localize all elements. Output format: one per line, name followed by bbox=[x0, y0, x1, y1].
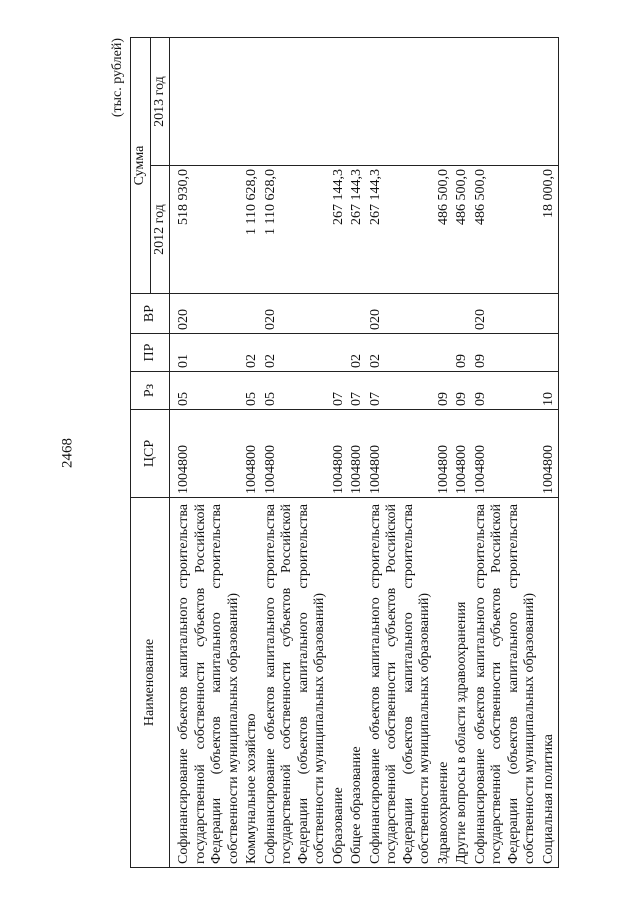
row-csr: 1004800 bbox=[540, 410, 559, 498]
header-csr: ЦСР bbox=[131, 410, 170, 498]
row-name: Общее образование bbox=[348, 498, 367, 868]
row-pr: 09 bbox=[453, 334, 472, 372]
table-header bbox=[131, 38, 170, 868]
row-name: Софинансирование объектов капитального строительства государственной собственности субъектов Российской Федерации (объектов капитального строительства собственности муниципальных образований) bbox=[170, 498, 244, 868]
row-rz: 05 bbox=[170, 372, 244, 410]
page-number: 2468 bbox=[59, 438, 76, 468]
row-csr: 1004800 bbox=[472, 410, 540, 498]
rotated-page bbox=[110, 38, 630, 868]
header-year-2012: 2012 год bbox=[150, 166, 170, 294]
row-csr: 1004800 bbox=[348, 410, 367, 498]
row-name: Образование bbox=[330, 498, 349, 868]
header-pr: ПР bbox=[131, 334, 170, 372]
row-rz: 09 bbox=[435, 372, 454, 410]
header-name: Наименование bbox=[131, 498, 170, 868]
row-vr bbox=[435, 294, 454, 334]
row-amount-2013 bbox=[367, 38, 435, 166]
row-name: Здравоохранение bbox=[435, 498, 454, 868]
row-vr bbox=[348, 294, 367, 334]
row-amount-2012: 486 500,0 bbox=[453, 166, 472, 294]
row-csr: 1004800 bbox=[243, 410, 262, 498]
header-sum: Сумма bbox=[131, 38, 151, 294]
row-vr: 020 bbox=[262, 294, 330, 334]
row-amount-2012: 486 500,0 bbox=[435, 166, 454, 294]
table-row bbox=[330, 38, 349, 868]
row-amount-2012: 267 144,3 bbox=[367, 166, 435, 294]
row-name: Софинансирование объектов капитального строительства государственной собственности субъектов Российской Федерации (объектов капитального строительства собственности муниципальных образований) bbox=[367, 498, 435, 868]
row-amount-2013 bbox=[540, 38, 559, 166]
table-row bbox=[435, 38, 454, 868]
row-amount-2013 bbox=[472, 38, 540, 166]
row-name: Другие вопросы в области здравоохранения bbox=[453, 498, 472, 868]
row-amount-2012: 18 000,0 bbox=[540, 166, 559, 294]
row-amount-2013 bbox=[453, 38, 472, 166]
table-row bbox=[540, 38, 559, 868]
row-csr: 1004800 bbox=[262, 410, 330, 498]
row-vr bbox=[330, 294, 349, 334]
row-vr bbox=[243, 294, 262, 334]
row-vr: 020 bbox=[367, 294, 435, 334]
table-row bbox=[170, 38, 244, 868]
table-body bbox=[170, 38, 559, 868]
row-rz: 05 bbox=[262, 372, 330, 410]
row-rz: 09 bbox=[453, 372, 472, 410]
row-amount-2013 bbox=[435, 38, 454, 166]
row-amount-2012: 267 144,3 bbox=[348, 166, 367, 294]
row-amount-2013 bbox=[243, 38, 262, 166]
table-row bbox=[262, 38, 330, 868]
table-row bbox=[243, 38, 262, 868]
row-csr: 1004800 bbox=[367, 410, 435, 498]
row-name: Коммунальное хозяйство bbox=[243, 498, 262, 868]
row-rz: 07 bbox=[348, 372, 367, 410]
table-row bbox=[348, 38, 367, 868]
row-vr: 020 bbox=[170, 294, 244, 334]
row-rz: 07 bbox=[330, 372, 349, 410]
row-csr: 1004800 bbox=[453, 410, 472, 498]
row-amount-2013 bbox=[348, 38, 367, 166]
row-name: Социальная политика bbox=[540, 498, 559, 868]
row-name: Софинансирование объектов капитального строительства государственной собственности субъектов Российской Федерации (объектов капитального строительства собственности муниципальных образований) bbox=[262, 498, 330, 868]
row-csr: 1004800 bbox=[330, 410, 349, 498]
row-amount-2013 bbox=[262, 38, 330, 166]
row-amount-2013 bbox=[330, 38, 349, 166]
row-csr: 1004800 bbox=[435, 410, 454, 498]
row-amount-2012: 518 930,0 bbox=[170, 166, 244, 294]
row-rz: 09 bbox=[472, 372, 540, 410]
table-row bbox=[472, 38, 540, 868]
row-csr: 1004800 bbox=[170, 410, 244, 498]
row-amount-2012: 267 144,3 bbox=[330, 166, 349, 294]
row-pr: 02 bbox=[348, 334, 367, 372]
row-rz: 07 bbox=[367, 372, 435, 410]
row-pr: 02 bbox=[243, 334, 262, 372]
row-pr bbox=[540, 334, 559, 372]
table-row bbox=[367, 38, 435, 868]
row-pr: 01 bbox=[170, 334, 244, 372]
row-rz: 10 bbox=[540, 372, 559, 410]
row-pr bbox=[435, 334, 454, 372]
budget-table bbox=[130, 37, 559, 868]
row-vr bbox=[453, 294, 472, 334]
header-vr: ВР bbox=[131, 294, 170, 334]
row-amount-2012: 1 110 628,0 bbox=[243, 166, 262, 294]
table-row bbox=[453, 38, 472, 868]
row-vr: 020 bbox=[472, 294, 540, 334]
row-pr bbox=[330, 334, 349, 372]
row-vr bbox=[540, 294, 559, 334]
row-pr: 09 bbox=[472, 334, 540, 372]
row-rz: 05 bbox=[243, 372, 262, 410]
row-name: Софинансирование объектов капитального строительства государственной собственности субъектов Российской Федерации (объектов капитального строительства собственности муниципальных образований) bbox=[472, 498, 540, 868]
row-amount-2012: 1 110 628,0 bbox=[262, 166, 330, 294]
row-amount-2012: 486 500,0 bbox=[472, 166, 540, 294]
row-pr: 02 bbox=[367, 334, 435, 372]
header-year-2013: 2013 год bbox=[150, 38, 170, 166]
unit-note: (тыс. рублей) bbox=[110, 38, 125, 118]
row-amount-2013 bbox=[170, 38, 244, 166]
row-pr: 02 bbox=[262, 334, 330, 372]
header-rz: Рз bbox=[131, 372, 170, 410]
